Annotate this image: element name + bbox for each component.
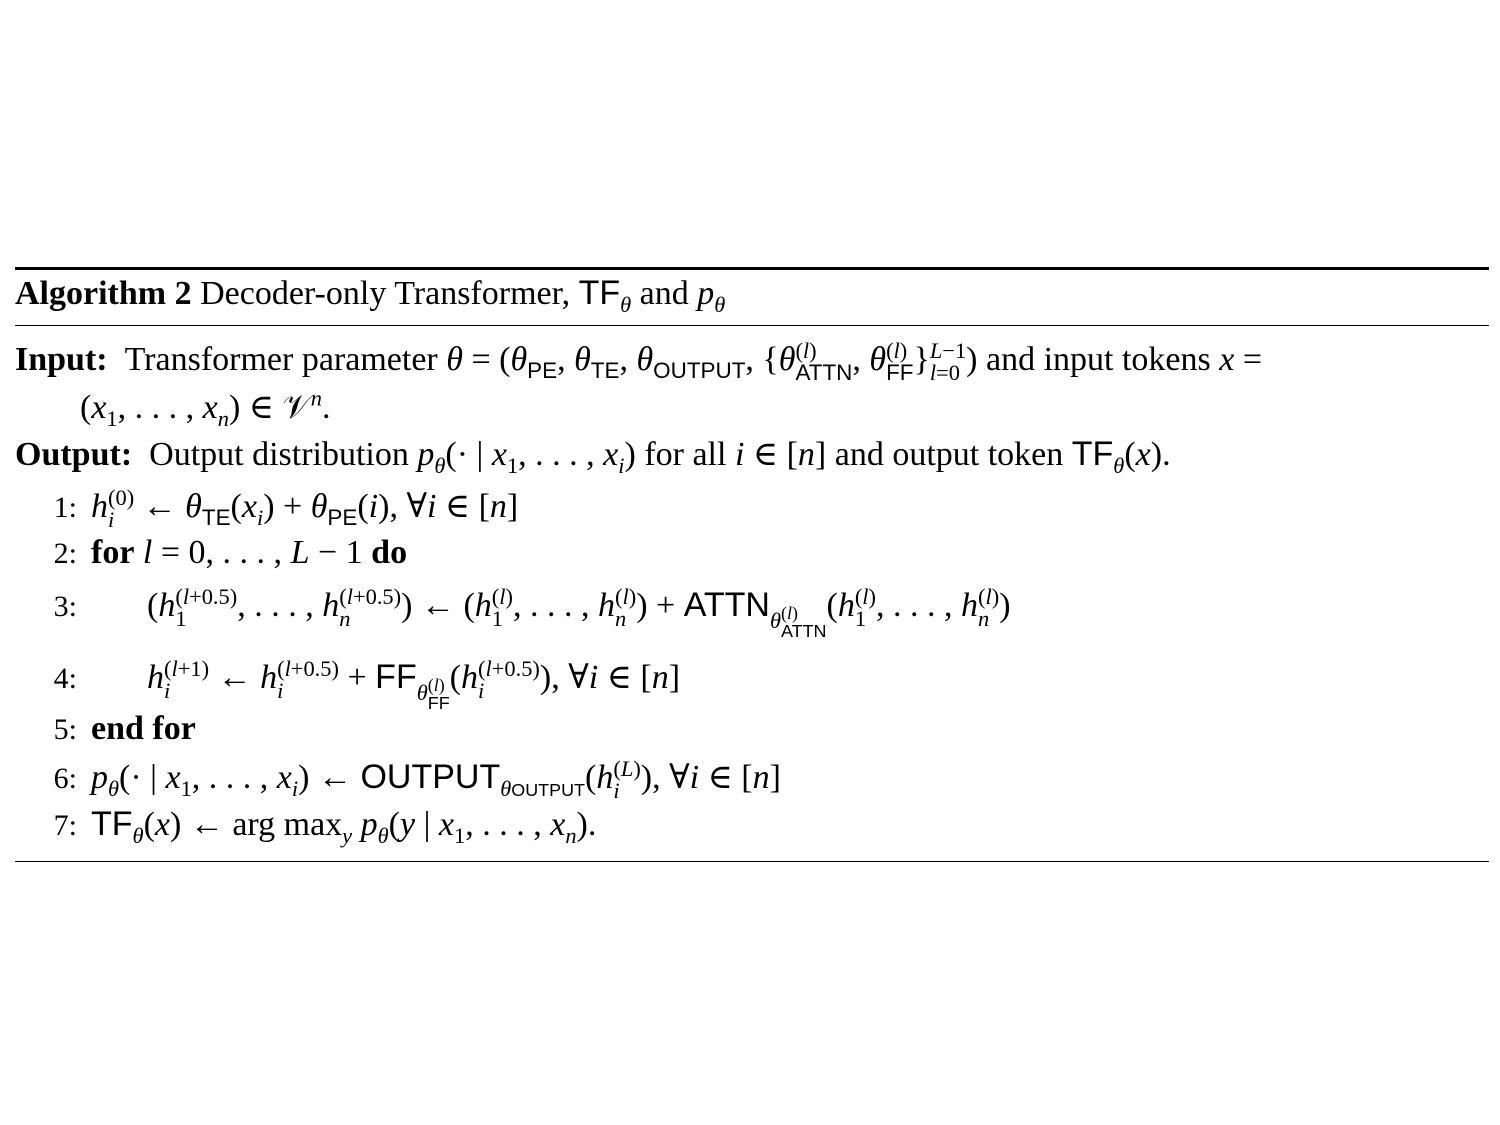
step-number: 1: xyxy=(53,491,77,525)
output-label: Output: xyxy=(15,436,133,473)
step-text: (h (l+0.5) 1 , . . . , h (l+0.5) n ) ← (h (l) 1 , . . . , h (l) n ) + $ATTN_{\theta (l) ATTN}$ (h (l) 1 , . . . , h (l) n ) xyxy=(147,583,1011,642)
step-number: 3: xyxy=(53,590,77,623)
input-line xyxy=(15,340,1262,385)
bottom-rule xyxy=(15,861,1489,862)
top-rule xyxy=(15,267,1489,270)
step-text: for l = 0, . . . , L − 1 do xyxy=(91,534,408,571)
step-number: 5: xyxy=(53,713,77,746)
step-text: $p_\theta(\cdot$ | $x_1$, . . . , $x_i$) ← $OUTPUT_{\theta OUTPUT}(h$ (L) i ), ∀i ∈ [n] xyxy=(91,755,781,804)
step-number: 2: xyxy=(53,537,77,570)
algorithm-label: Algorithm 2 xyxy=(15,275,192,312)
output-text: Output distribution $p_\theta(\cdot$ | $x_1$, . . . , $x_i$) for all i ∈ [n] and output token $TF_\theta(x)$. xyxy=(140,435,1171,478)
step-text: end for xyxy=(91,710,196,747)
step-text: $TF_\theta(x)$ ← arg $\max_y p_\theta(y$ | $x_1$, . . . , $x_n$). xyxy=(91,805,597,848)
middle-rule xyxy=(15,325,1489,326)
input-continuation: ($x_1$, . . . , $x_n$) ∈ 𝒱$^n$. xyxy=(80,385,331,431)
step-5 xyxy=(15,709,196,750)
step-1 xyxy=(15,487,518,532)
step-3 xyxy=(15,585,1011,641)
algorithm-block xyxy=(15,267,1489,848)
step-4 xyxy=(15,657,680,713)
input-text: Transformer parameter $\theta = (\theta_{PE}$, $\theta_{TE}$, $\theta_{OUTPUT}$, {θ (l) ATTN , θ (l) FF } L−1 l=0 ) and input tokens x = xyxy=(116,338,1263,386)
step-text: h (l+1) i ← h (l+0.5) i + $FF_{\theta (l) FF}$ (h (l+0.5) i ), ∀i ∈ [n] xyxy=(147,655,681,714)
step-2 xyxy=(15,533,407,574)
step-7 xyxy=(15,804,596,846)
input-label: Input: xyxy=(15,341,108,379)
algorithm-title-text: Decoder-only Transformer, $TF_\theta$ and $p_\theta$ xyxy=(200,274,726,317)
step-text: h (0) i ← $\theta_{TE}(x_i) + \theta_{PE}(i)$, ∀i ∈ [n] xyxy=(91,485,519,533)
step-number: 4: xyxy=(53,662,77,695)
step-6 xyxy=(15,757,781,803)
step-number: 6: xyxy=(53,762,77,795)
output-line xyxy=(15,434,1171,478)
algorithm-title xyxy=(15,273,1489,317)
step-number: 7: xyxy=(53,809,77,842)
